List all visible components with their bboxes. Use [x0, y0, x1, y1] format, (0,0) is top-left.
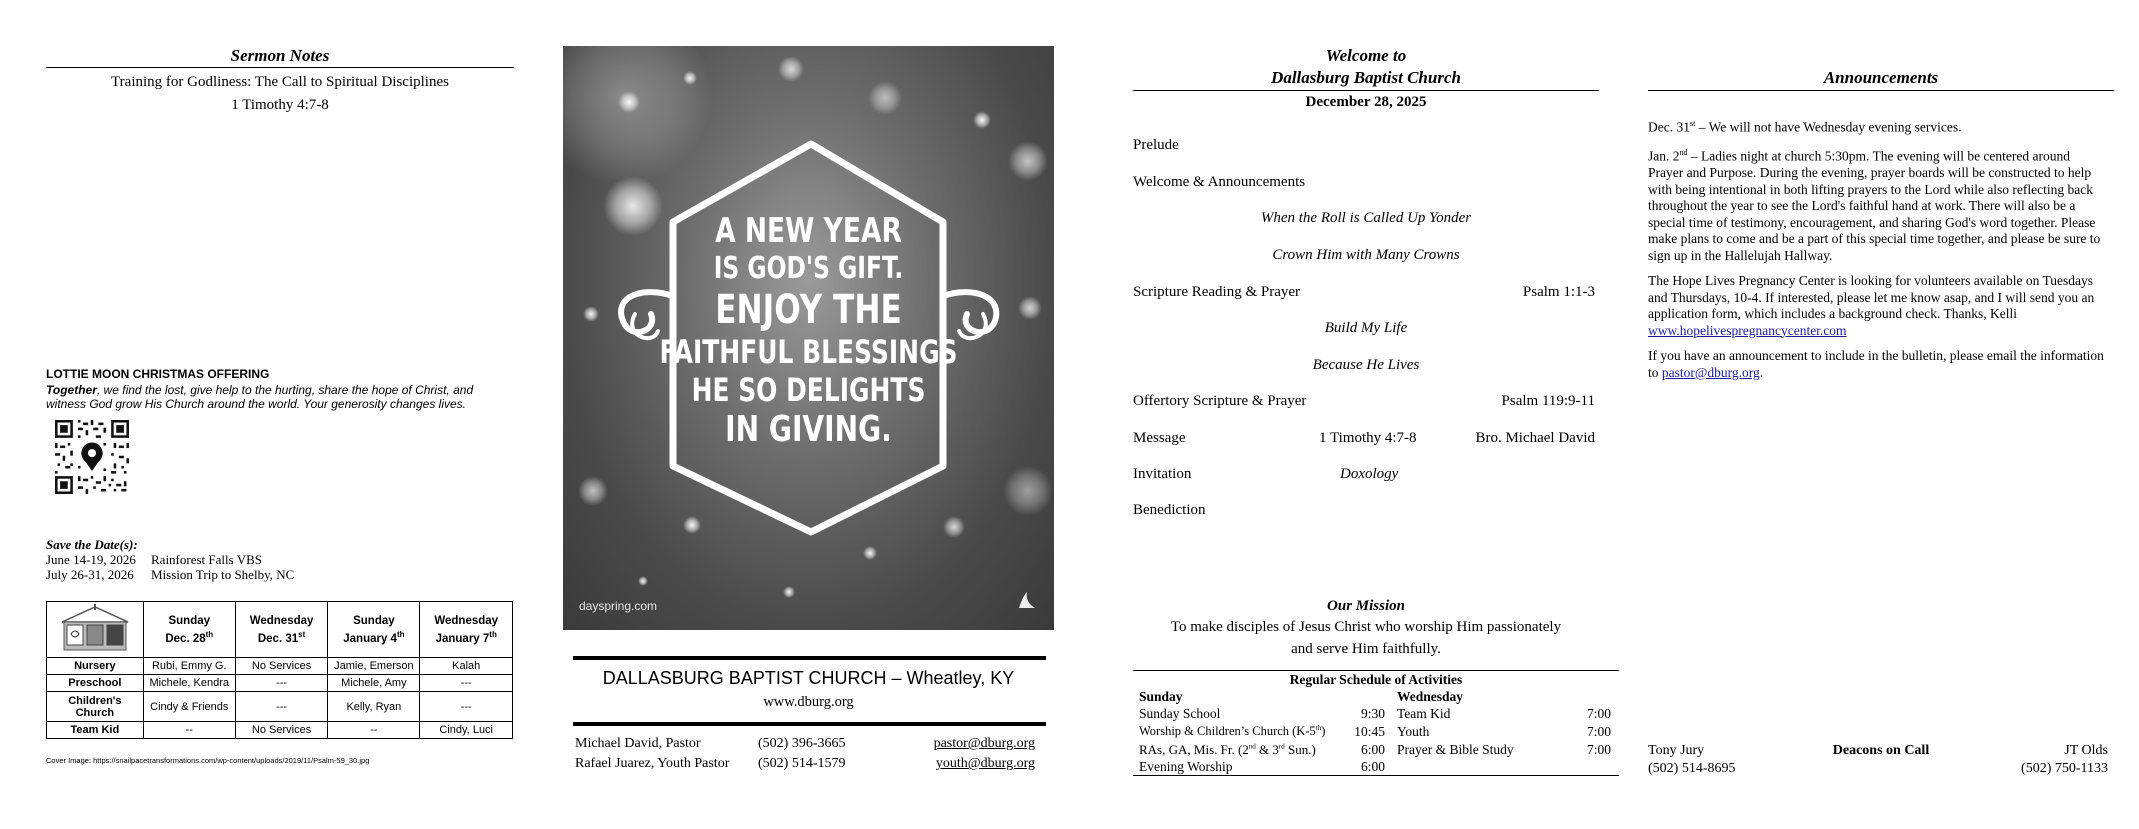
cover-credit: Cover Image: https://snailpacetransformations.com/wp-content/uploads/2019/11/Psalm-59_30.jpg: [46, 756, 370, 765]
welcome-line2: Dallasburg Baptist Church: [1271, 68, 1461, 87]
church-logo-cell: [47, 602, 144, 658]
divider: [573, 722, 1046, 726]
order-item: Prelude: [1133, 137, 1179, 153]
deacon-right-name: JT Olds: [2064, 743, 2108, 758]
hymn: Because He Lives: [1312, 357, 1420, 373]
pastor-email-link[interactable]: pastor@dburg.org: [933, 736, 1035, 751]
order-item: Message 1 Timothy 4:7-8 Bro. Michael David: [1133, 430, 1595, 446]
qr-code-icon: [55, 420, 129, 494]
hymn: When the Roll is Called Up Yonder: [1260, 210, 1472, 226]
activity-time: 7:00: [1586, 742, 1611, 757]
announcements-title: Announcements: [1823, 68, 1939, 87]
mission-title: Our Mission: [1327, 598, 1405, 614]
divider: [1648, 90, 2114, 91]
table-row: Children's Church Cindy & Friends --- Kelly, Ryan ---: [47, 692, 513, 722]
order-item: Benediction: [1133, 502, 1206, 518]
col-header: Wednesday January 7th: [420, 602, 513, 658]
activity-time: 7:00: [1586, 706, 1611, 721]
divider: [1133, 90, 1599, 91]
cover-image: [563, 46, 1054, 630]
sermon-notes-title: Sermon Notes: [230, 46, 330, 65]
col-header: Sunday January 4th: [328, 602, 420, 658]
church-website: www.dburg.org: [763, 694, 854, 710]
church-building-icon: [56, 604, 134, 652]
announcement-item: If you have an announcement to include in the bulletin, please email the information to pastor@dburg.org.: [1648, 348, 2104, 380]
save-date-item: July 26-31, 2026 Mission Trip to Shelby, NC: [46, 567, 295, 582]
nursery-schedule-table: [46, 601, 513, 739]
activity-name: Worship & Children’s Church (K-5th): [1139, 724, 1326, 739]
col-header: Wednesday Dec. 31st: [235, 602, 328, 658]
announcements-body: [1648, 116, 2108, 390]
announcement-item: Jan. 2nd – Ladies night at church 5:30pm. The evening will be centered around Prayer and Purpose. During the evening, prayer boards will be constructed to help with being intentional in both lifting prayers to the Lord while also reflecting back throughout the year to see the Lord's faithful hand at work. There will also be a special time of testimony, encouragement, and sharing God's word together. Please make plans to come and be a part of this special time together, and please be sure to sign up in the Hallelujah Hallway.: [1648, 148, 2101, 263]
sermon-subtitle: Training for Godliness: The Call to Spiritual Disciplines: [111, 74, 449, 90]
deacon-left-name: Tony Jury: [1648, 743, 1705, 758]
activity-time: 9:30: [1360, 706, 1385, 721]
activities-title: Regular Schedule of Activities: [1289, 672, 1463, 687]
activity-name: RAs, GA, Mis. Fr. (2nd & 3rd Sun.): [1139, 742, 1316, 757]
wednesday-title: Wednesday: [1397, 689, 1464, 704]
welcome-line1: Welcome to: [1325, 46, 1407, 65]
sunday-title: Sunday: [1139, 689, 1183, 704]
table-row: Preschool Michele, Kendra --- Michele, Amy ---: [47, 675, 513, 692]
divider: [1133, 670, 1619, 671]
pregnancy-center-link[interactable]: www.hopelivespregnancycenter.com: [1648, 322, 1847, 338]
hymn: Build My Life: [1324, 320, 1408, 336]
lottie-lead: Together: [46, 383, 97, 397]
order-of-worship-panel: [1133, 0, 1611, 829]
lottie-body: , we find the lost, give help to the hurting, share the hope of Christ, and witness God grow His Church around the world. Your generosity changes lives.: [46, 383, 474, 411]
announcement-item: The Hope Lives Pregnancy Center is looking for volunteers available on Tuesdays and Thursdays, 10-4. If interested, please let me know asap, and I will send you an application form, which includes a background check. Thanks, Kelli www.hopelivespregnancycenter.com: [1648, 273, 2095, 338]
divider: [573, 656, 1046, 660]
deacon-right-phone: (502) 750-1133: [2021, 761, 2108, 776]
youth-email-link[interactable]: youth@dburg.org: [935, 756, 1035, 771]
deacon-left-phone: (502) 514-8695: [1648, 761, 1736, 776]
church-name: DALLASBURG BAPTIST CHURCH – Wheatley, KY: [602, 668, 1015, 688]
announcements-panel: [1648, 0, 2114, 829]
hymn: Crown Him with Many Crowns: [1272, 247, 1460, 263]
save-date-item: June 14-19, 2026 Rainforest Falls VBS: [46, 552, 262, 567]
col-header: Sunday Dec. 28th: [143, 602, 235, 658]
activity-time: 7:00: [1586, 724, 1611, 739]
activity-name: Evening Worship: [1139, 759, 1233, 774]
activity-name: Sunday School: [1139, 706, 1221, 721]
lottie-heading: LOTTIE MOON CHRISTMAS OFFERING: [46, 367, 270, 381]
activity-name: Youth: [1397, 724, 1430, 739]
deacons-title: Deacons on Call: [1832, 743, 1930, 758]
activity-time: 6:00: [1360, 759, 1385, 774]
order-item: Offertory Scripture & Prayer Psalm 119:9-11: [1133, 393, 1595, 409]
save-dates-title: Save the Date(s):: [46, 537, 138, 552]
pastor-email-link[interactable]: pastor@dburg.org: [1661, 364, 1760, 380]
activity-name: Prayer & Bible Study: [1397, 742, 1514, 757]
table-row: Team Kid -- No Services -- Cindy, Luci: [47, 722, 513, 739]
order-item: Invitation Doxology: [1133, 466, 1399, 482]
divider: [1133, 775, 1388, 776]
activity-name: Team Kid: [1397, 706, 1451, 721]
mission-line: To make disciples of Jesus Christ who worship Him passionately: [1170, 619, 1562, 635]
order-item: Scripture Reading & Prayer Psalm 1:1-3: [1133, 284, 1595, 300]
service-date: December 28, 2025: [1305, 94, 1427, 110]
announcement-item: Dec. 31st – We will not have Wednesday evening services.: [1648, 119, 1962, 135]
divider: [46, 67, 514, 68]
activity-time: 10:45: [1354, 724, 1385, 739]
cover-text-block: A NEW YEAR IS GOD'S GIFT. ENJOY THE FAITHFUL BLESSINGS HE SO DELIGHTS IN GIVING.: [659, 211, 958, 450]
lottie-text: [46, 383, 506, 411]
sermon-reference: 1 Timothy 4:7-8: [231, 97, 329, 113]
order-item: Welcome & Announcements: [1133, 174, 1306, 190]
cover-watermark: dayspring.com: [579, 599, 658, 613]
table-row: Nursery Rubi, Emmy G. No Services Jamie, Emerson Kalah: [47, 658, 513, 675]
dayspring-logo-icon: [1015, 588, 1039, 612]
divider: [1388, 775, 1619, 776]
mission-line: and serve Him faithfully.: [1291, 641, 1441, 657]
activity-time: 6:00: [1360, 742, 1385, 757]
